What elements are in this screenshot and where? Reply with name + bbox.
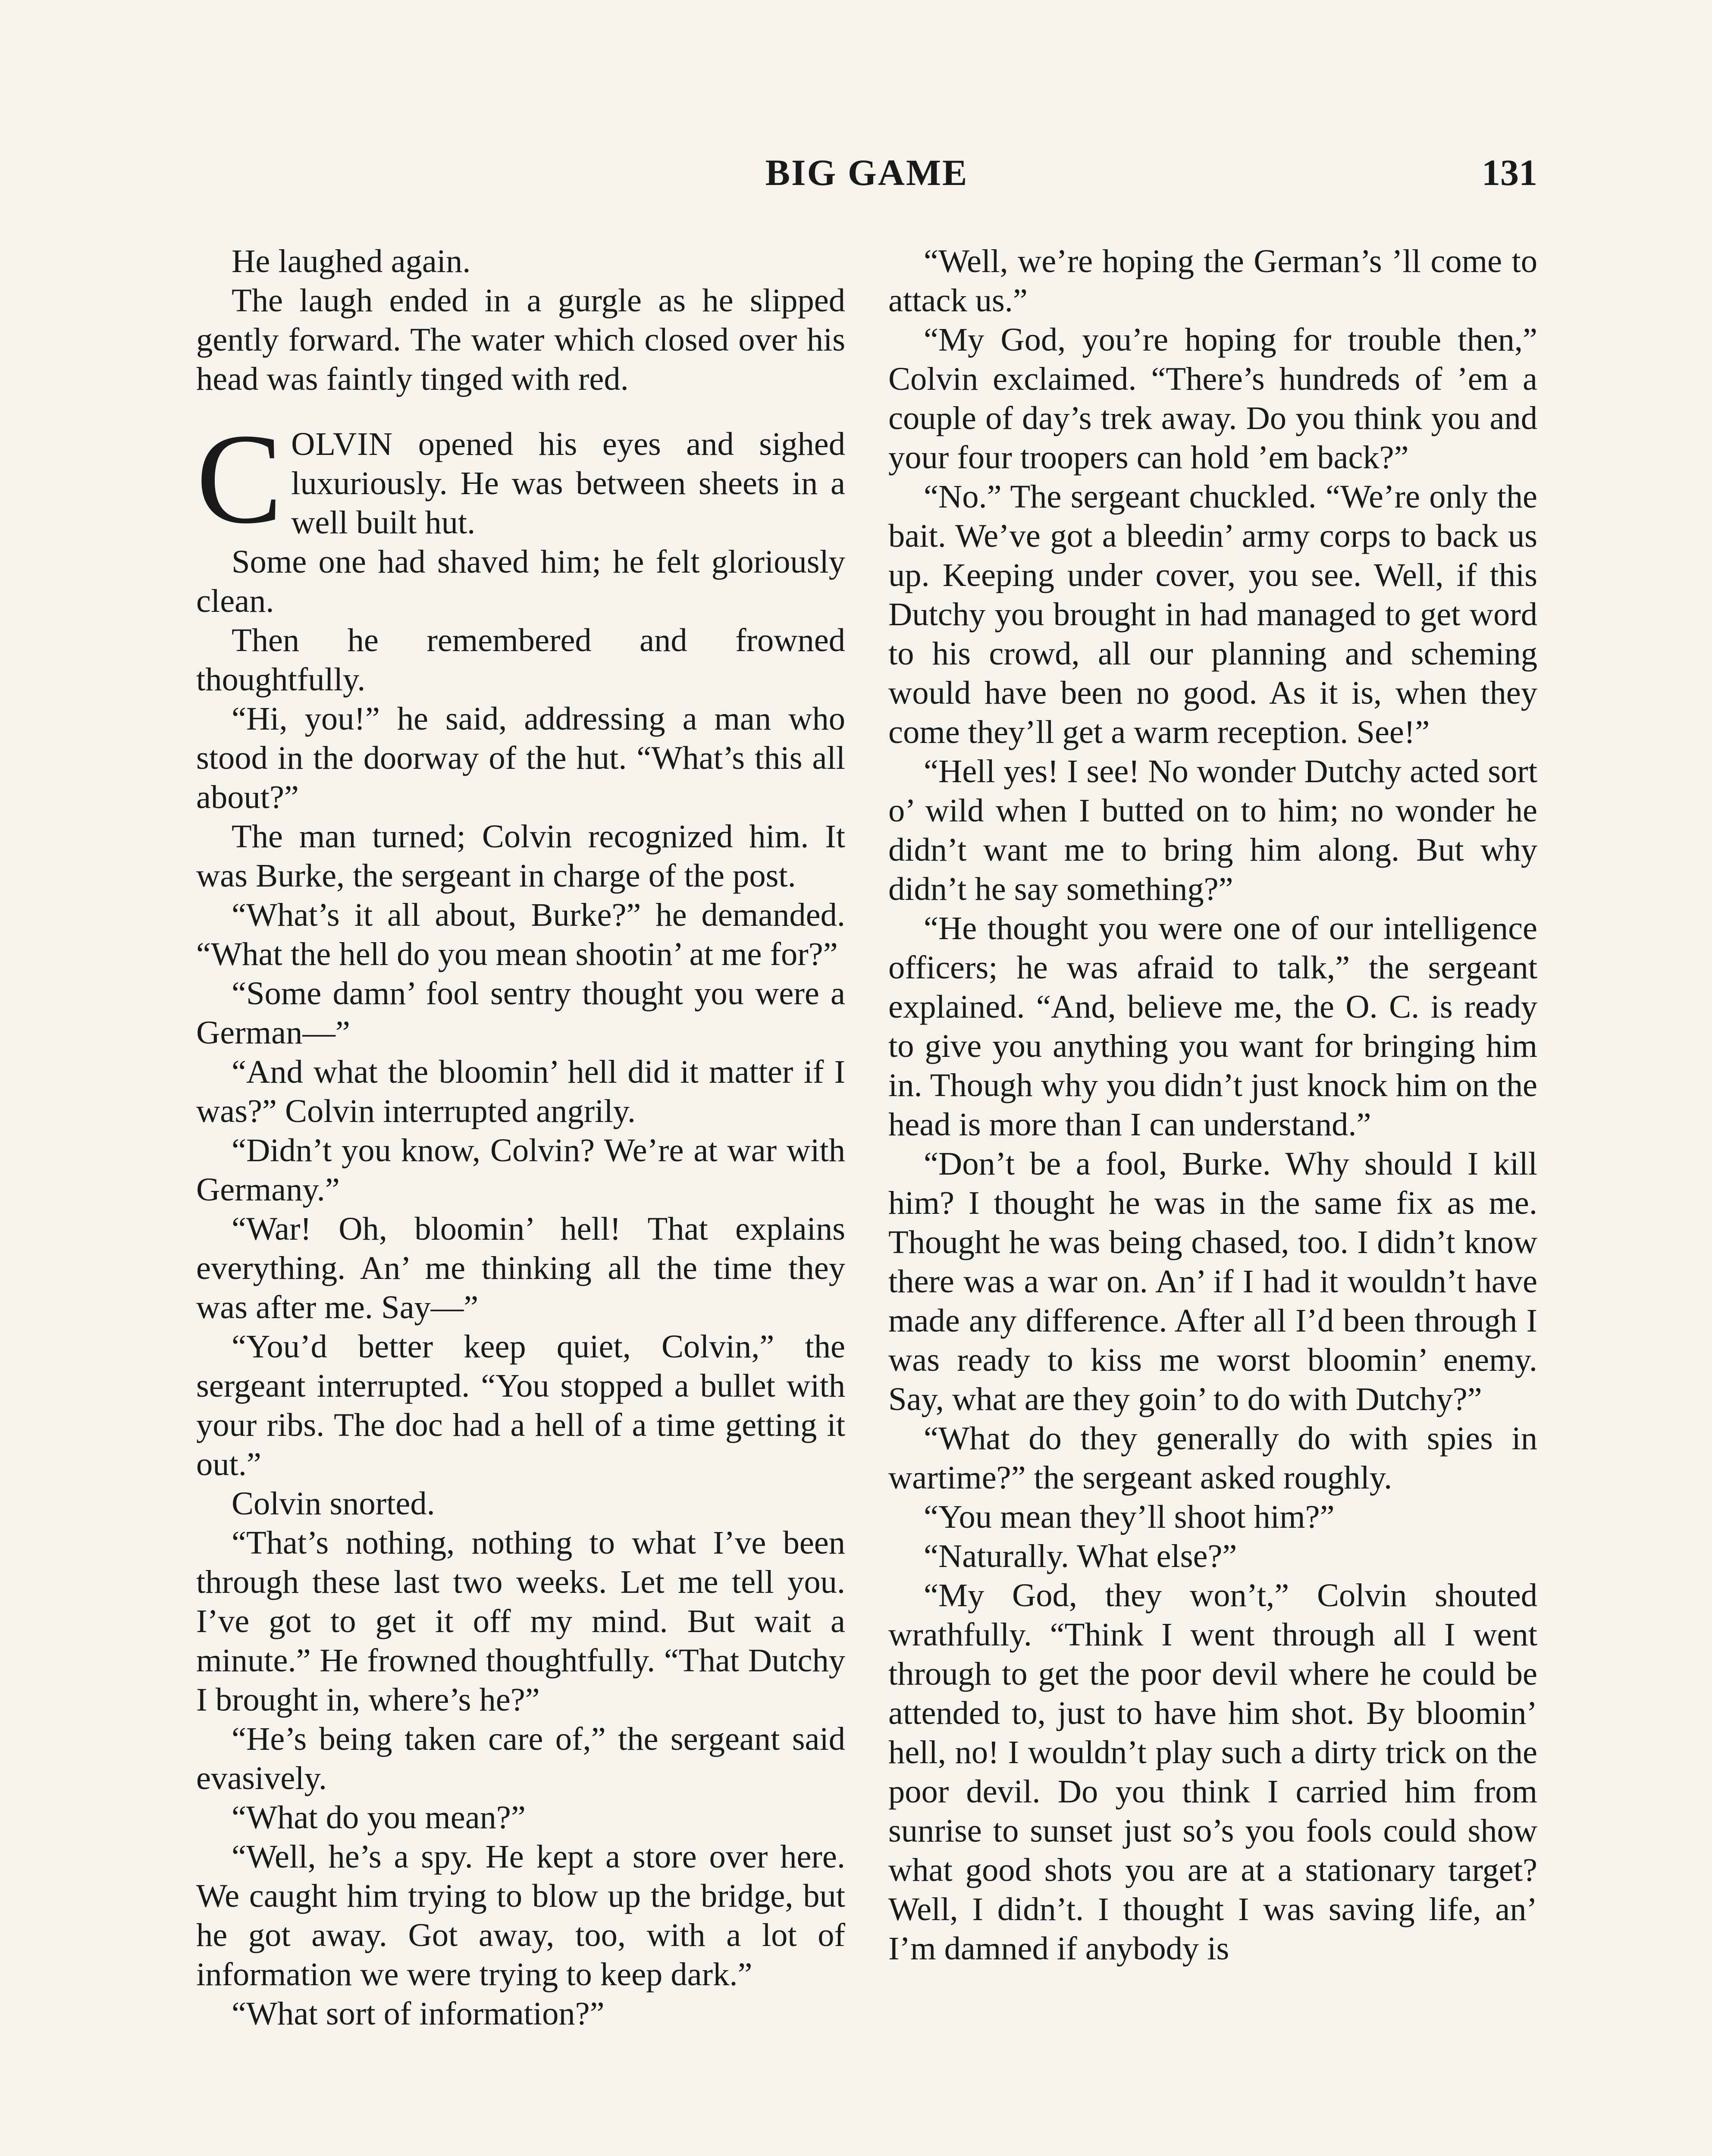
paragraph: “He’s being taken care of,” the sergeant said evasively. [196, 1720, 845, 1796]
paragraph: Then he remembered and frowned thoughtfully. [196, 622, 845, 698]
small-caps-lead-in: OLVIN [291, 426, 393, 462]
paragraph: He laughed again. [232, 243, 471, 279]
paragraph: “That’s nothing, nothing to what I’ve been through these last two weeks. Let me tell you. I’ve got to get it off my mind. But wait a minute.” He frowned thoughtfully. “That Dutchy I brought in, where’s he?” [196, 1524, 845, 1718]
page-number: 131 [1482, 152, 1537, 193]
paragraph: Some one had shaved him; he felt gloriously clean. [196, 543, 845, 619]
running-head: BIG GAME [765, 152, 969, 193]
paragraph: “Well, we’re hoping the German’s ’ll come to attack us.” [888, 243, 1537, 319]
paragraph: “Some damn’ fool sentry thought you were a German—” [196, 975, 845, 1051]
paragraph: Colvin snorted. [232, 1485, 435, 1522]
paragraph: “What do they generally do with spies in wartime?” the sergeant asked roughly. [888, 1420, 1537, 1496]
paragraph: “You’d better keep quiet, Colvin,” the sergeant interrupted. “You stopped a bullet with your ribs. The doc had a hell of a time getting it out.” [196, 1328, 845, 1482]
paragraph-text: opened his eyes and sighed luxuriously. He was between sheets in a well built hut. [291, 426, 845, 541]
paragraph: “Hi, you!” he said, addressing a man who stood in the doorway of the hut. “What’s this all about?” [196, 700, 845, 815]
paragraph: “My God, you’re hoping for trouble then,” Colvin exclaimed. “There’s hundreds of ’em a couple of day’s trek away. Do you think you and your four troopers can hold ’em back?” [888, 321, 1537, 476]
paragraph: “Well, he’s a spy. He kept a store over here. We caught him trying to blow up the bridge, but he got away. Got away, too, with a lot of information we were trying to keep dark.” [196, 1838, 845, 1993]
drop-cap-letter: C [196, 407, 283, 550]
paragraph: “Didn’t you know, Colvin? We’re at war with Germany.” [196, 1132, 845, 1208]
paragraph: “What’s it all about, Burke?” he demanded. “What the hell do you mean shootin’ at me for?” [196, 896, 845, 972]
paragraph: The man turned; Colvin recognized him. It was Burke, the sergeant in charge of the post. [196, 818, 845, 894]
paragraph: “War! Oh, bloomin’ hell! That explains everything. An’ me thinking all the time they was after me. Say—” [196, 1210, 845, 1326]
paragraph: “What sort of information?” [232, 1995, 605, 2032]
paragraph: “He thought you were one of our intelligence officers; he was afraid to talk,” the sergeant explained. “And, believe me, the O. C. is ready to give you anything you want for bringing him in. Though why you didn’t just knock him on the head is more than I can understand.” [888, 910, 1537, 1143]
paragraph: “And what the bloomin’ hell did it matter if I was?” Colvin interrupted angrily. [196, 1053, 845, 1129]
right-column [888, 241, 1537, 1968]
paragraph: “Naturally. What else?” [924, 1538, 1237, 1574]
paragraph: “My God, they won’t,” Colvin shouted wrathfully. “Think I went through all I went through to get the poor devil where he could be attended to, just to have him shot. By bloomin’ hell, no! I wouldn’t play such a dirty trick on the poor devil. Do you think I carried him from sunrise to sunset just so’s you fools could show what good shots you are at a stationary target? Well, I didn’t. I thought I was saving life, an’ I’m damned if anybody is [888, 1577, 1537, 1967]
page-header [196, 151, 1537, 216]
paragraph: “No.” The sergeant chuckled. “We’re only the bait. We’ve got a bleedin’ army corps to back us up. Keeping under cover, you see. Well, if this Dutchy you brought in had managed to get word to his crowd, all our planning and scheming would have been no good. As it is, when they come they’ll get a warm reception. See!” [888, 478, 1537, 750]
left-column [196, 241, 845, 2033]
paragraph: “What do you mean?” [232, 1799, 526, 1836]
chapter-opening-paragraph [196, 407, 845, 550]
paragraph: “Don’t be a fool, Burke. Why should I kill him? I thought he was in the same fix as me. Thought he was being chased, too. I didn’t know there was a war on. An’ if I had it wouldn’t have made any difference. After all I’d been through I was ready to kiss me worst bloomin’ enemy. Say, what are they goin’ to do with Dutchy?” [888, 1145, 1537, 1417]
paragraph: “You mean they’ll shoot him?” [924, 1498, 1335, 1535]
paragraph: “Hell yes! I see! No wonder Dutchy acted sort o’ wild when I butted on to him; no wonder he didn’t want me to bring him along. But why didn’t he say something?” [888, 753, 1537, 907]
paragraph: The laugh ended in a gurgle as he slipped gently forward. The water which closed over his head was faintly tinged with red. [196, 282, 845, 397]
